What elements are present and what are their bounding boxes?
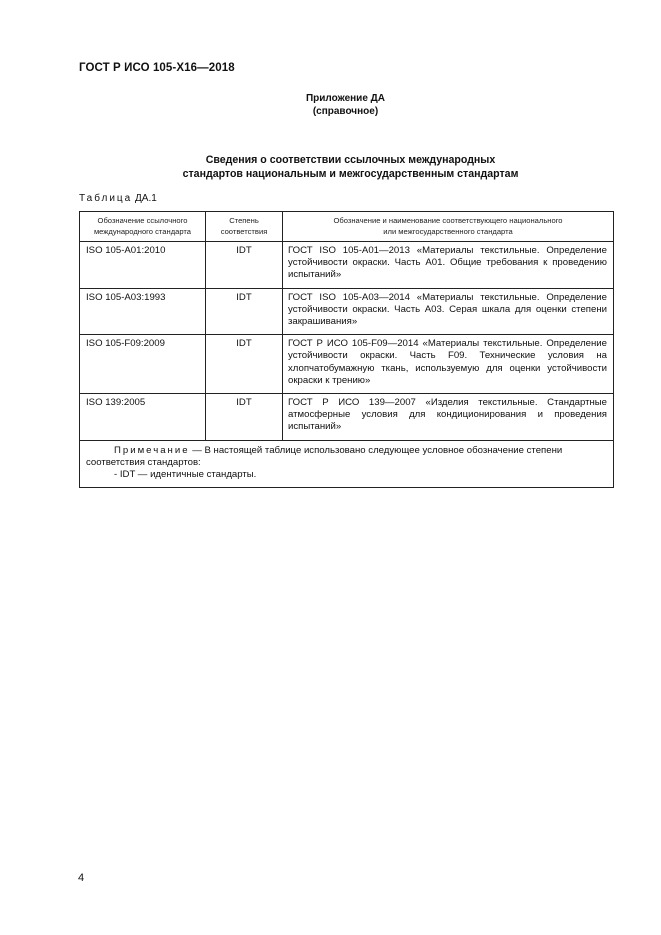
header-col3-line1: Обозначение и наименование соответствующего национального: [333, 216, 563, 225]
section-title-line1: Сведения о соответствии ссылочных международных: [205, 154, 496, 166]
cell-degree: IDT: [206, 394, 283, 441]
note-text: [86, 445, 605, 469]
cell-national-standard: ГОСТ Р ИСО 139—2007 «Изделия текстильные. Стандартные атмосферные условия для кондиционирования и проведения испытаний»: [283, 394, 614, 441]
cell-reference-standard: ISO 105-F09:2009: [80, 335, 206, 394]
page-number: 4: [78, 872, 85, 884]
table-caption-label: Таблица: [79, 193, 133, 204]
appendix-note: (справочное): [312, 106, 379, 117]
header-col1-line2: международного стандарта: [93, 226, 192, 236]
reference-standards-table: [79, 211, 614, 488]
header-col3-line2: или межгосударственного стандарта: [383, 226, 513, 236]
cell-reference-standard: ISO 105-A01:2010: [80, 242, 206, 289]
table-note: [80, 440, 614, 488]
appendix-title: Приложение ДА: [305, 93, 386, 104]
section-title: [0, 153, 661, 181]
table-row: [80, 242, 614, 289]
cell-degree: IDT: [206, 288, 283, 335]
cell-degree: IDT: [206, 335, 283, 394]
table-caption-number: ДА.1: [135, 193, 157, 204]
appendix-heading: [0, 92, 661, 118]
header-col2-line1: Степень: [229, 216, 259, 225]
cell-national-standard: ГОСТ Р ИСО 105-F09—2014 «Материалы текстильные. Определение устойчивости окраски. Часть F09. Технические условия на хлопчатобумажную ткань, используемую для оценки устойчивости окраски к трению»: [283, 335, 614, 394]
header-national-standard: [283, 212, 614, 242]
document-header: ГОСТ Р ИСО 105-Х16—2018: [79, 62, 235, 74]
table-row: [80, 335, 614, 394]
table-note-row: [80, 440, 614, 488]
cell-reference-standard: ISO 105-A03:1993: [80, 288, 206, 335]
header-col1-line1: Обозначение ссылочного: [97, 216, 188, 225]
cell-national-standard: ГОСТ ISO 105-A01—2013 «Материалы текстильные. Определение устойчивости окраски. Часть A01. Общие требования к проведению испытаний»: [283, 242, 614, 289]
table-row: [80, 288, 614, 335]
header-degree: [206, 212, 283, 242]
section-title-line2: стандартов национальным и межгосударственным стандартам: [182, 168, 519, 180]
table-row: [80, 394, 614, 441]
note-label: Примечание: [114, 444, 190, 456]
header-reference-standard: [80, 212, 206, 242]
cell-reference-standard: ISO 139:2005: [80, 394, 206, 441]
note-body: — В настоящей таблице использовано следующее условное обозначение степени соответствия стандартов:: [86, 444, 563, 468]
cell-national-standard: ГОСТ ISO 105-A03—2014 «Материалы текстильные. Определение устойчивости окраски. Часть A03. Серая шкала для оценки степени закрашивания»: [283, 288, 614, 335]
cell-degree: IDT: [206, 242, 283, 289]
note-item: - IDT — идентичные стандарты.: [114, 469, 257, 481]
header-col2-line2: соответствия: [220, 226, 268, 236]
table-caption: [79, 193, 157, 204]
table-header-row: [80, 212, 614, 242]
